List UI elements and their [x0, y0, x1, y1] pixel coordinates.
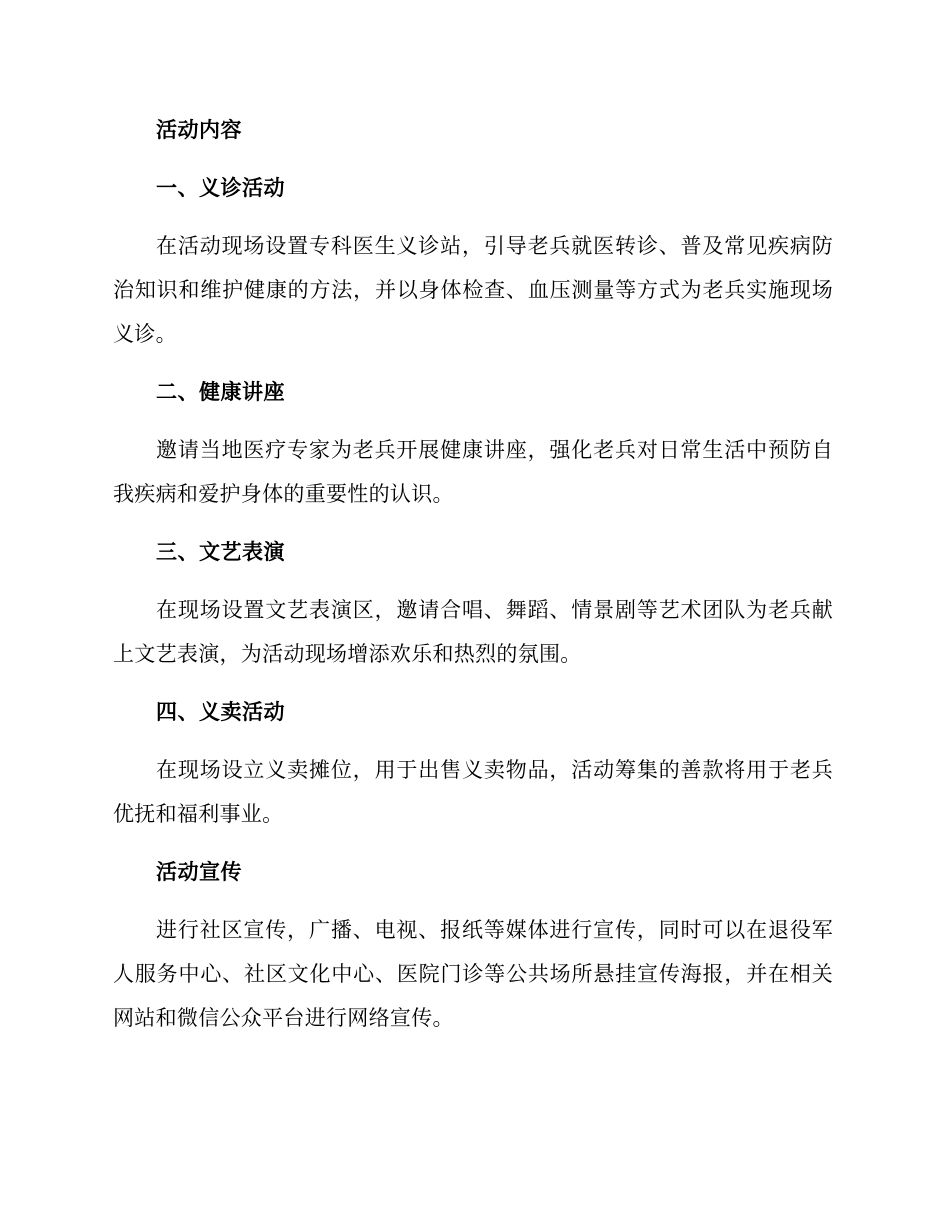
paragraph-charity-sale: 在现场设立义卖摊位，用于出售义卖物品，活动筹集的善款将用于老兵优抚和福利事业。	[113, 758, 833, 826]
paragraph-promotion: 进行社区宣传，广播、电视、报纸等媒体进行宣传，同时可以在退役军人服务中心、社区文化中心、医院门诊等公共场所悬挂宣传海报，并在相关网站和微信公众平台进行网络宣传。	[113, 918, 833, 1030]
paragraph-health-lecture: 邀请当地医疗专家为老兵开展健康讲座，强化老兵对日常生活中预防自我疾病和爱护身体的重要性的认识。	[113, 438, 833, 506]
document-content	[113, 108, 833, 1054]
heading-health-lecture: 二、健康讲座	[156, 380, 285, 404]
section-title-activity-content: 活动内容	[156, 118, 242, 142]
heading-charity-sale: 四、义卖活动	[156, 700, 285, 724]
heading-free-clinic: 一、义诊活动	[156, 176, 285, 200]
heading-art-performance: 三、文艺表演	[156, 540, 285, 564]
paragraph-free-clinic: 在活动现场设置专科医生义诊站，引导老兵就医转诊、普及常见疾病防治知识和维护健康的方法，并以身体检查、血压测量等方式为老兵实施现场义诊。	[113, 234, 833, 346]
heading-promotion: 活动宣传	[156, 860, 242, 884]
paragraph-art-performance: 在现场设置文艺表演区，邀请合唱、舞蹈、情景剧等艺术团队为老兵献上文艺表演，为活动现场增添欢乐和热烈的氛围。	[113, 598, 833, 666]
